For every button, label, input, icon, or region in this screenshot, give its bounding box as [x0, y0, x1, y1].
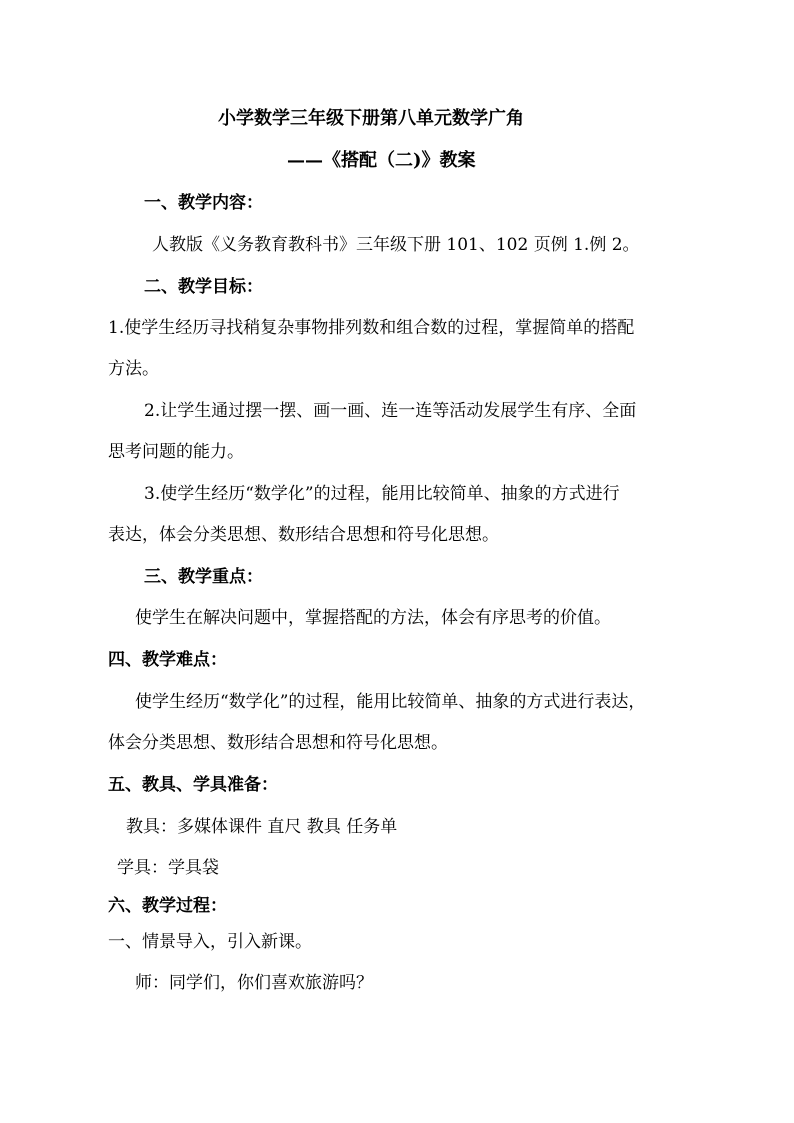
dialogue-line-1: 师：同学们，你们喜欢旅游吗？ — [135, 973, 373, 993]
section-heading-key-points: 三、教学重点： — [144, 567, 263, 587]
goal-3-line-2: 表达，体会分类思想、数形结合思想和符号化思想。 — [108, 525, 499, 545]
process-step-1: 一、情景导入，引入新课。 — [108, 932, 312, 952]
student-tools: 学具：学具袋 — [117, 858, 219, 878]
document-title: 小学数学三年级下册第八单元数学广角 — [218, 108, 524, 129]
teacher-tools: 教具：多媒体课件 直尺 教具 任务单 — [126, 817, 398, 837]
difficulties-line-1: 使学生经历“数学化”的过程，能用比较简单、抽象的方式进行表达， — [135, 692, 646, 712]
goal-1-line-2: 方法。 — [108, 359, 159, 379]
goal-1-line-1: 1.使学生经历寻找稍复杂事物排列数和组合数的过程，掌握简单的搭配 — [108, 318, 635, 338]
goal-2-line-2: 思考问题的能力。 — [108, 442, 244, 462]
goal-2-line-1: 2.让学生通过摆一摆、画一画、连一连等活动发展学生有序、全面 — [144, 401, 637, 421]
section-heading-goals: 二、教学目标： — [144, 277, 263, 297]
key-points-text: 使学生在解决问题中，掌握搭配的方法，体会有序思考的价值。 — [135, 608, 611, 628]
goal-3-line-1: 3.使学生经历“数学化”的过程，能用比较简单、抽象的方式进行 — [144, 484, 620, 504]
section-heading-tools: 五、教具、学具准备： — [108, 775, 278, 795]
section-heading-difficulties: 四、教学难点： — [108, 650, 227, 670]
content-text: 人教版《义务教育教科书》三年级下册 101、102 页例 1.例 2。 — [152, 235, 640, 255]
difficulties-line-2: 体会分类思想、数形结合思想和符号化思想。 — [108, 733, 448, 753]
section-heading-process: 六、教学过程： — [108, 896, 227, 916]
section-heading-content: 一、教学内容： — [144, 193, 263, 213]
document-subtitle: ——《搭配（二)》教案 — [287, 150, 476, 171]
